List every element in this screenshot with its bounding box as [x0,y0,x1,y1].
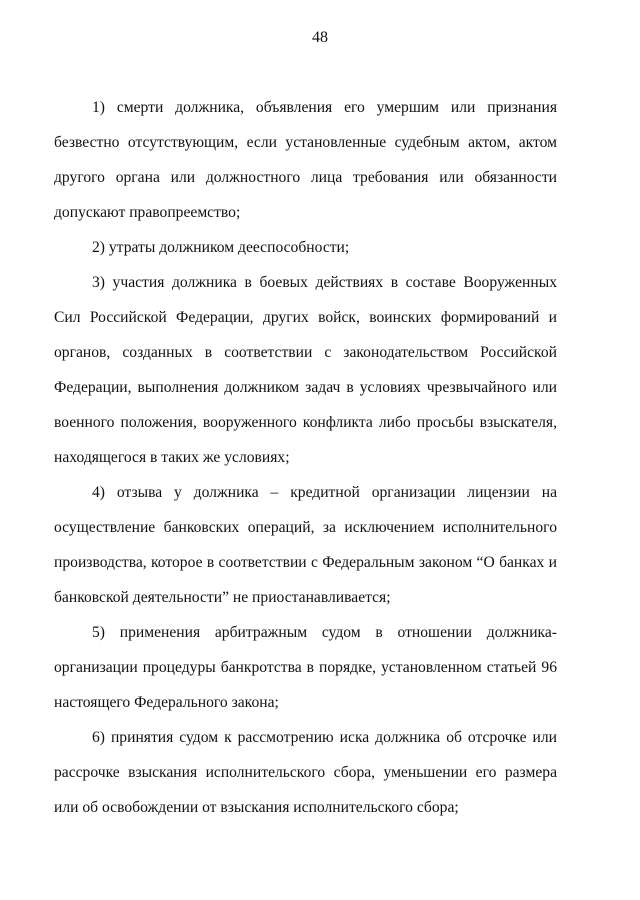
paragraph-item-2: 2) утраты должником дееспособности; [92,239,350,256]
paragraph-item-3: 3) участия должника в боевых действиях в составе Вооруженных Сил Российской Федерации, других войск, воинских формирований и органов, созданных в соответствии с законодательством Российской Федерации, выполнения должником задач в условиях чрезвычайного или военного положения, вооруженного конфликта либо просьбы взыскателя, находящегося в таких же условиях; [54,274,557,466]
paragraph-item-6: 6) принятия судом к рассмотрению иска должника об отсрочке или рассрочке взыскания исполнительского сбора, уменьшении его размера или об освобождении от взыскания исполнительского сбора; [54,729,557,816]
paragraph-item-4: 4) отзыва у должника – кредитной организации лицензии на осуществление банковских операций, за исключением исполнительного производства, которое в соответствии с Федеральным законом “О банках и банковской деятельности” не приостанавливается; [54,484,557,606]
page-number: 48 [312,29,328,46]
document-body [54,90,557,825]
paragraph-item-5: 5) применения арбитражным судом в отношении должника-организации процедуры банкротства в порядке, установленном статьей 96 настоящего Федерального закона; [54,624,557,711]
paragraph-item-1: 1) смерти должника, объявления его умершим или признания безвестно отсутствующим, если установленные судебным актом, актом другого органа или должностного лица требования или обязанности допускают правопреемство; [54,99,557,221]
